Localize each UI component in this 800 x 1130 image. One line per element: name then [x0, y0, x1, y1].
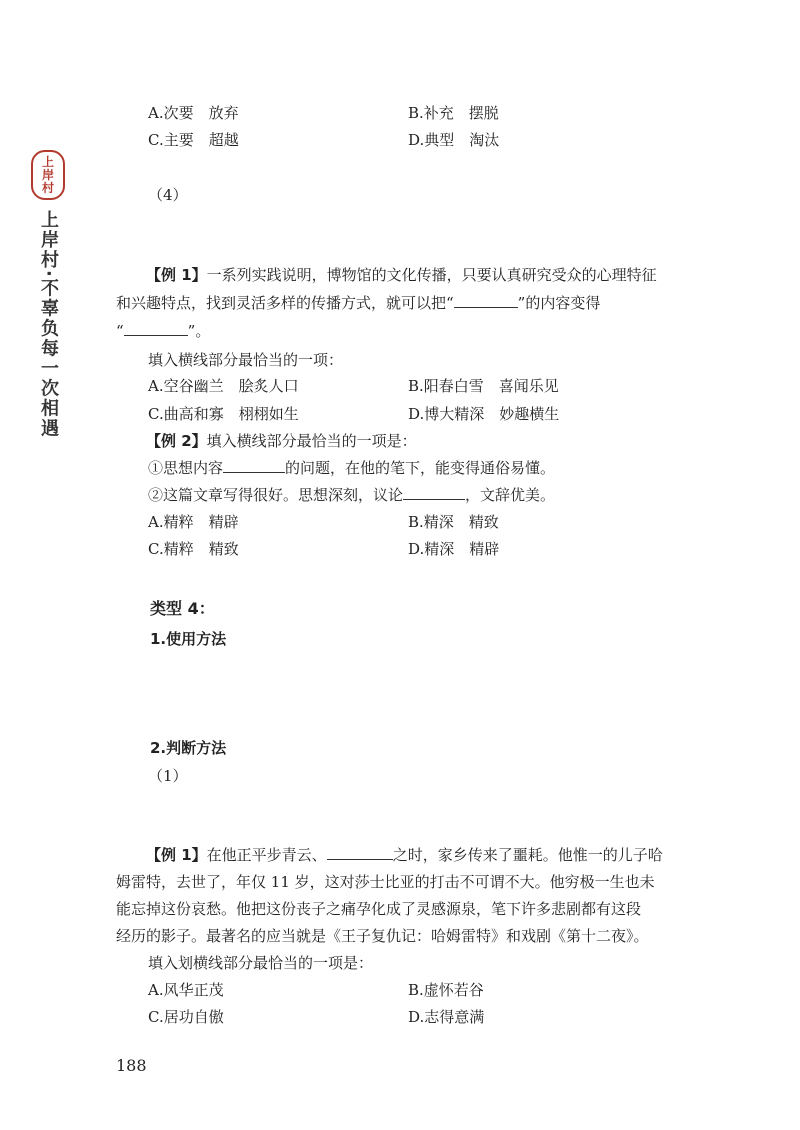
ex3-line-3: 能忘掉这份哀愁。他把这份丧子之痛孕化成了灵感源泉，笔下许多悲剧都有这段 — [116, 900, 642, 918]
option-a: A.风华正茂 — [148, 981, 224, 999]
option-b: B.阳春白雪 喜闻乐见 — [408, 377, 559, 395]
option-b: B.精深 精致 — [408, 513, 499, 531]
answer-blank — [124, 335, 188, 336]
ex1-line-3: “ ”。 — [116, 322, 211, 340]
seal-logo: 上 岸 村 — [31, 150, 65, 200]
option-d: D.志得意满 — [408, 1008, 485, 1026]
ex2-sentence-2: ②这篇文章写得很好。思想深刻，议论 ，文辞优美。 — [148, 486, 556, 504]
answer-blank — [223, 472, 285, 473]
page-number: 188 — [116, 1056, 147, 1075]
option-c: C.居功自傲 — [148, 1008, 224, 1026]
ex1-line-2: 和兴趣特点，找到灵活多样的传播方式，就可以把“ ”的内容变得 — [116, 294, 601, 312]
ex3-prompt: 填入划横线部分最恰当的一项是： — [148, 954, 374, 972]
option-c: C.曲高和寡 栩栩如生 — [148, 405, 299, 423]
ex2-line-1: 【例 2】填入横线部分最恰当的一项是： — [146, 432, 417, 450]
ex2-sentence-1: ①思想内容 的问题，在他的笔下，能变得通俗易懂。 — [148, 459, 556, 477]
option-d: D.博大精深 妙趣横生 — [408, 405, 560, 423]
ex1-line-1: 【例 1】一系列实践说明，博物馆的文化传播，只要认真研究受众的心理特征 — [146, 266, 657, 284]
option-b: B.补充 摆脱 — [408, 104, 499, 122]
subsection-1-heading: （1） — [148, 767, 188, 785]
answer-blank — [403, 499, 465, 500]
section-4-heading: （4） — [148, 186, 188, 204]
type-4-heading: 类型 4： — [150, 599, 215, 618]
ex3-line-4: 经历的影子。最著名的应当就是《王子复仇记：哈姆雷特》和戏剧《第十二夜》。 — [116, 927, 649, 945]
option-a: A.精粹 精辟 — [148, 513, 239, 531]
option-c: C.主要 超越 — [148, 131, 239, 149]
sidebar-brand — [26, 150, 70, 439]
answer-blank — [327, 859, 393, 860]
option-a: A.次要 放弃 — [148, 104, 239, 122]
use-method-heading: 1.使用方法 — [150, 630, 227, 648]
ex3-line-1: 【例 1】在他正平步青云、 之时，家乡传来了噩耗。他惟一的儿子哈 — [146, 846, 663, 864]
answer-blank — [454, 307, 518, 308]
option-d: D.精深 精辟 — [408, 540, 500, 558]
option-d: D.典型 淘汰 — [408, 131, 500, 149]
option-b: B.虚怀若谷 — [408, 981, 484, 999]
ex1-prompt: 填入横线部分最恰当的一项： — [148, 351, 344, 369]
ex3-line-2: 姆雷特，去世了，年仅 11 岁，这对莎士比亚的打击不可谓不大。他穷极一生也未 — [116, 873, 655, 891]
option-a: A.空谷幽兰 脍炙人口 — [148, 377, 299, 395]
sidebar-slogan: 上岸村·不辜负每一次相遇 — [38, 210, 59, 439]
judge-method-heading: 2.判断方法 — [150, 739, 227, 757]
option-c: C.精粹 精致 — [148, 540, 239, 558]
